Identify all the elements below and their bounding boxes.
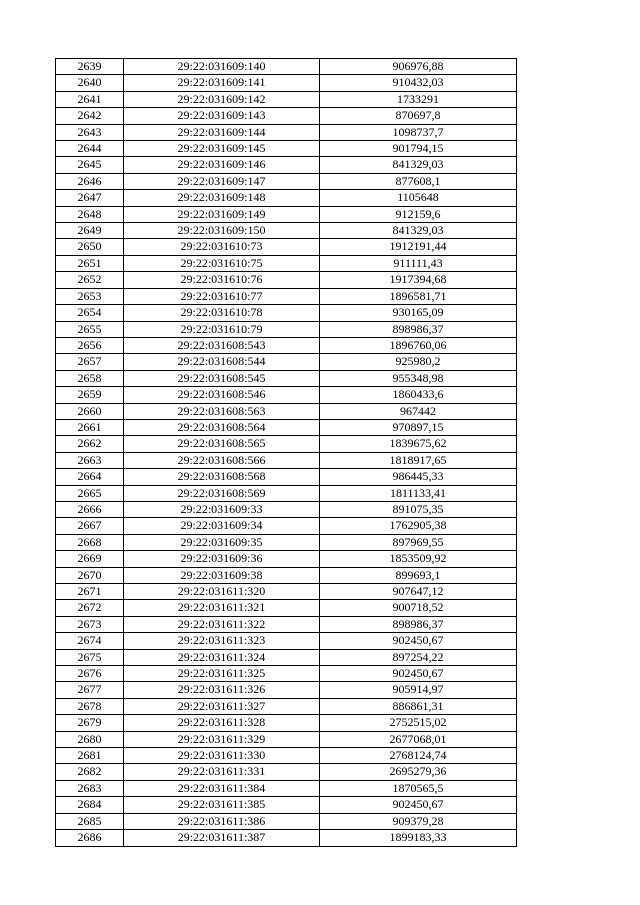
row-number-cell: 2666 [56,501,124,517]
cadastral-number-cell: 29:22:031611:385 [124,797,320,813]
table-row [56,190,517,206]
table-row [56,288,517,304]
row-number-cell: 2662 [56,436,124,452]
value-cell: 912159,6 [320,206,517,222]
value-cell: 898986,37 [320,321,517,337]
row-number-cell: 2642 [56,108,124,124]
cadastral-number-cell: 29:22:031610:75 [124,255,320,271]
row-number-cell: 2675 [56,649,124,665]
value-cell: 930165,09 [320,305,517,321]
table-row [56,485,517,501]
value-cell: 955348,98 [320,370,517,386]
cadastral-number-cell: 29:22:031609:146 [124,157,320,173]
value-cell: 911111,43 [320,255,517,271]
table-row [56,584,517,600]
cadastral-number-cell: 29:22:031609:148 [124,190,320,206]
value-cell: 841329,03 [320,157,517,173]
cadastral-number-cell: 29:22:031608:564 [124,419,320,435]
value-cell: 2677068,01 [320,731,517,747]
value-cell: 1853509,92 [320,551,517,567]
row-number-cell: 2670 [56,567,124,583]
value-cell: 2752515,02 [320,715,517,731]
row-number-cell: 2667 [56,518,124,534]
cadastral-number-cell: 29:22:031611:322 [124,616,320,632]
table-row [56,633,517,649]
table-row [56,387,517,403]
cadastral-number-cell: 29:22:031611:330 [124,748,320,764]
row-number-cell: 2659 [56,387,124,403]
table-row [56,403,517,419]
table-row [56,239,517,255]
cadastral-number-cell: 29:22:031609:150 [124,223,320,239]
cadastral-number-cell: 29:22:031610:76 [124,272,320,288]
cadastral-number-cell: 29:22:031608:563 [124,403,320,419]
table-row [56,157,517,173]
value-cell: 907647,12 [320,584,517,600]
table-row [56,813,517,829]
row-number-cell: 2673 [56,616,124,632]
value-cell: 1899183,33 [320,830,517,846]
cadastral-number-cell: 29:22:031608:544 [124,354,320,370]
cadastral-number-cell: 29:22:031609:35 [124,534,320,550]
row-number-cell: 2663 [56,452,124,468]
row-number-cell: 2648 [56,206,124,222]
table-row [56,698,517,714]
table-row [56,616,517,632]
cadastral-number-cell: 29:22:031611:326 [124,682,320,698]
row-number-cell: 2672 [56,600,124,616]
table-row [56,272,517,288]
cadastral-number-cell: 29:22:031610:79 [124,321,320,337]
row-number-cell: 2660 [56,403,124,419]
value-cell: 877608,1 [320,173,517,189]
table-row [56,452,517,468]
table-row [56,830,517,846]
cadastral-number-cell: 29:22:031609:147 [124,173,320,189]
value-cell: 891075,35 [320,501,517,517]
table-row [56,305,517,321]
row-number-cell: 2686 [56,830,124,846]
table-body [56,59,517,847]
value-cell: 1860433,6 [320,387,517,403]
cadastral-number-cell: 29:22:031611:325 [124,666,320,682]
cadastral-number-cell: 29:22:031608:543 [124,337,320,353]
table-row [56,649,517,665]
row-number-cell: 2676 [56,666,124,682]
cadastral-number-cell: 29:22:031611:329 [124,731,320,747]
row-number-cell: 2645 [56,157,124,173]
table-row [56,75,517,91]
value-cell: 2695279,36 [320,764,517,780]
row-number-cell: 2640 [56,75,124,91]
row-number-cell: 2665 [56,485,124,501]
value-cell: 1839675,62 [320,436,517,452]
table-row [56,91,517,107]
table-row [56,567,517,583]
row-number-cell: 2679 [56,715,124,731]
row-number-cell: 2668 [56,534,124,550]
row-number-cell: 2644 [56,141,124,157]
cadastral-number-cell: 29:22:031611:387 [124,830,320,846]
cadastral-number-cell: 29:22:031611:384 [124,780,320,796]
value-cell: 1818917,65 [320,452,517,468]
value-cell: 1896760,06 [320,337,517,353]
value-cell: 1912191,44 [320,239,517,255]
cadastral-number-cell: 29:22:031611:323 [124,633,320,649]
row-number-cell: 2669 [56,551,124,567]
cadastral-number-cell: 29:22:031609:38 [124,567,320,583]
table-row [56,731,517,747]
cadastral-number-cell: 29:22:031610:77 [124,288,320,304]
cadastral-number-cell: 29:22:031611:328 [124,715,320,731]
value-cell: 901794,15 [320,141,517,157]
row-number-cell: 2661 [56,419,124,435]
cadastral-number-cell: 29:22:031608:545 [124,370,320,386]
value-cell: 902450,67 [320,633,517,649]
cadastral-number-cell: 29:22:031611:386 [124,813,320,829]
value-cell: 906976,88 [320,59,517,75]
row-number-cell: 2681 [56,748,124,764]
cadastral-number-cell: 29:22:031611:324 [124,649,320,665]
value-cell: 1762905,38 [320,518,517,534]
table-row [56,419,517,435]
table-row [56,764,517,780]
table-row [56,551,517,567]
value-cell: 1870565,5 [320,780,517,796]
row-number-cell: 2674 [56,633,124,649]
cadastral-number-cell: 29:22:031608:565 [124,436,320,452]
value-cell: 902450,67 [320,666,517,682]
value-cell: 1896581,71 [320,288,517,304]
value-cell: 909379,28 [320,813,517,829]
value-cell: 967442 [320,403,517,419]
table-row [56,370,517,386]
row-number-cell: 2641 [56,91,124,107]
row-number-cell: 2680 [56,731,124,747]
row-number-cell: 2647 [56,190,124,206]
cadastral-number-cell: 29:22:031611:320 [124,584,320,600]
cadastral-number-cell: 29:22:031609:33 [124,501,320,517]
value-cell: 870697,8 [320,108,517,124]
value-cell: 902450,67 [320,797,517,813]
data-table [55,58,517,847]
cadastral-number-cell: 29:22:031610:73 [124,239,320,255]
value-cell: 970897,15 [320,419,517,435]
row-number-cell: 2685 [56,813,124,829]
cadastral-number-cell: 29:22:031609:142 [124,91,320,107]
value-cell: 910432,03 [320,75,517,91]
cadastral-number-cell: 29:22:031609:144 [124,124,320,140]
table-row [56,59,517,75]
table-row [56,321,517,337]
table-row [56,715,517,731]
cadastral-number-cell: 29:22:031608:566 [124,452,320,468]
table-row [56,337,517,353]
cadastral-number-cell: 29:22:031609:140 [124,59,320,75]
table-row [56,206,517,222]
table-row [56,354,517,370]
value-cell: 900718,52 [320,600,517,616]
value-cell: 2768124,74 [320,748,517,764]
table-row [56,108,517,124]
table-row [56,682,517,698]
row-number-cell: 2650 [56,239,124,255]
cadastral-number-cell: 29:22:031609:143 [124,108,320,124]
table-row [56,173,517,189]
value-cell: 986445,33 [320,469,517,485]
table-row [56,600,517,616]
row-number-cell: 2643 [56,124,124,140]
table-row [56,501,517,517]
cadastral-number-cell: 29:22:031611:331 [124,764,320,780]
row-number-cell: 2656 [56,337,124,353]
cadastral-number-cell: 29:22:031609:34 [124,518,320,534]
row-number-cell: 2678 [56,698,124,714]
value-cell: 841329,03 [320,223,517,239]
cadastral-number-cell: 29:22:031609:36 [124,551,320,567]
row-number-cell: 2653 [56,288,124,304]
table-row [56,666,517,682]
cadastral-number-cell: 29:22:031608:569 [124,485,320,501]
row-number-cell: 2654 [56,305,124,321]
value-cell: 897254,22 [320,649,517,665]
table-row [56,436,517,452]
value-cell: 899693,1 [320,567,517,583]
row-number-cell: 2683 [56,780,124,796]
table-row [56,223,517,239]
table-row [56,534,517,550]
table-row [56,141,517,157]
cadastral-number-cell: 29:22:031609:149 [124,206,320,222]
cadastral-number-cell: 29:22:031609:141 [124,75,320,91]
value-cell: 898986,37 [320,616,517,632]
cadastral-number-cell: 29:22:031608:568 [124,469,320,485]
value-cell: 1811133,41 [320,485,517,501]
cadastral-number-cell: 29:22:031609:145 [124,141,320,157]
value-cell: 1098737,7 [320,124,517,140]
table-row [56,469,517,485]
value-cell: 886861,31 [320,698,517,714]
row-number-cell: 2651 [56,255,124,271]
row-number-cell: 2639 [56,59,124,75]
table-row [56,748,517,764]
table-row [56,124,517,140]
cadastral-number-cell: 29:22:031608:546 [124,387,320,403]
row-number-cell: 2677 [56,682,124,698]
table-row [56,255,517,271]
cadastral-number-cell: 29:22:031611:327 [124,698,320,714]
value-cell: 1733291 [320,91,517,107]
row-number-cell: 2664 [56,469,124,485]
cadastral-number-cell: 29:22:031611:321 [124,600,320,616]
row-number-cell: 2649 [56,223,124,239]
row-number-cell: 2682 [56,764,124,780]
value-cell: 925980,2 [320,354,517,370]
table-row [56,780,517,796]
value-cell: 1917394,68 [320,272,517,288]
row-number-cell: 2671 [56,584,124,600]
table-row [56,518,517,534]
row-number-cell: 2655 [56,321,124,337]
row-number-cell: 2658 [56,370,124,386]
row-number-cell: 2646 [56,173,124,189]
row-number-cell: 2684 [56,797,124,813]
cadastral-number-cell: 29:22:031610:78 [124,305,320,321]
table-row [56,797,517,813]
row-number-cell: 2657 [56,354,124,370]
value-cell: 1105648 [320,190,517,206]
value-cell: 905914,97 [320,682,517,698]
value-cell: 897969,55 [320,534,517,550]
row-number-cell: 2652 [56,272,124,288]
